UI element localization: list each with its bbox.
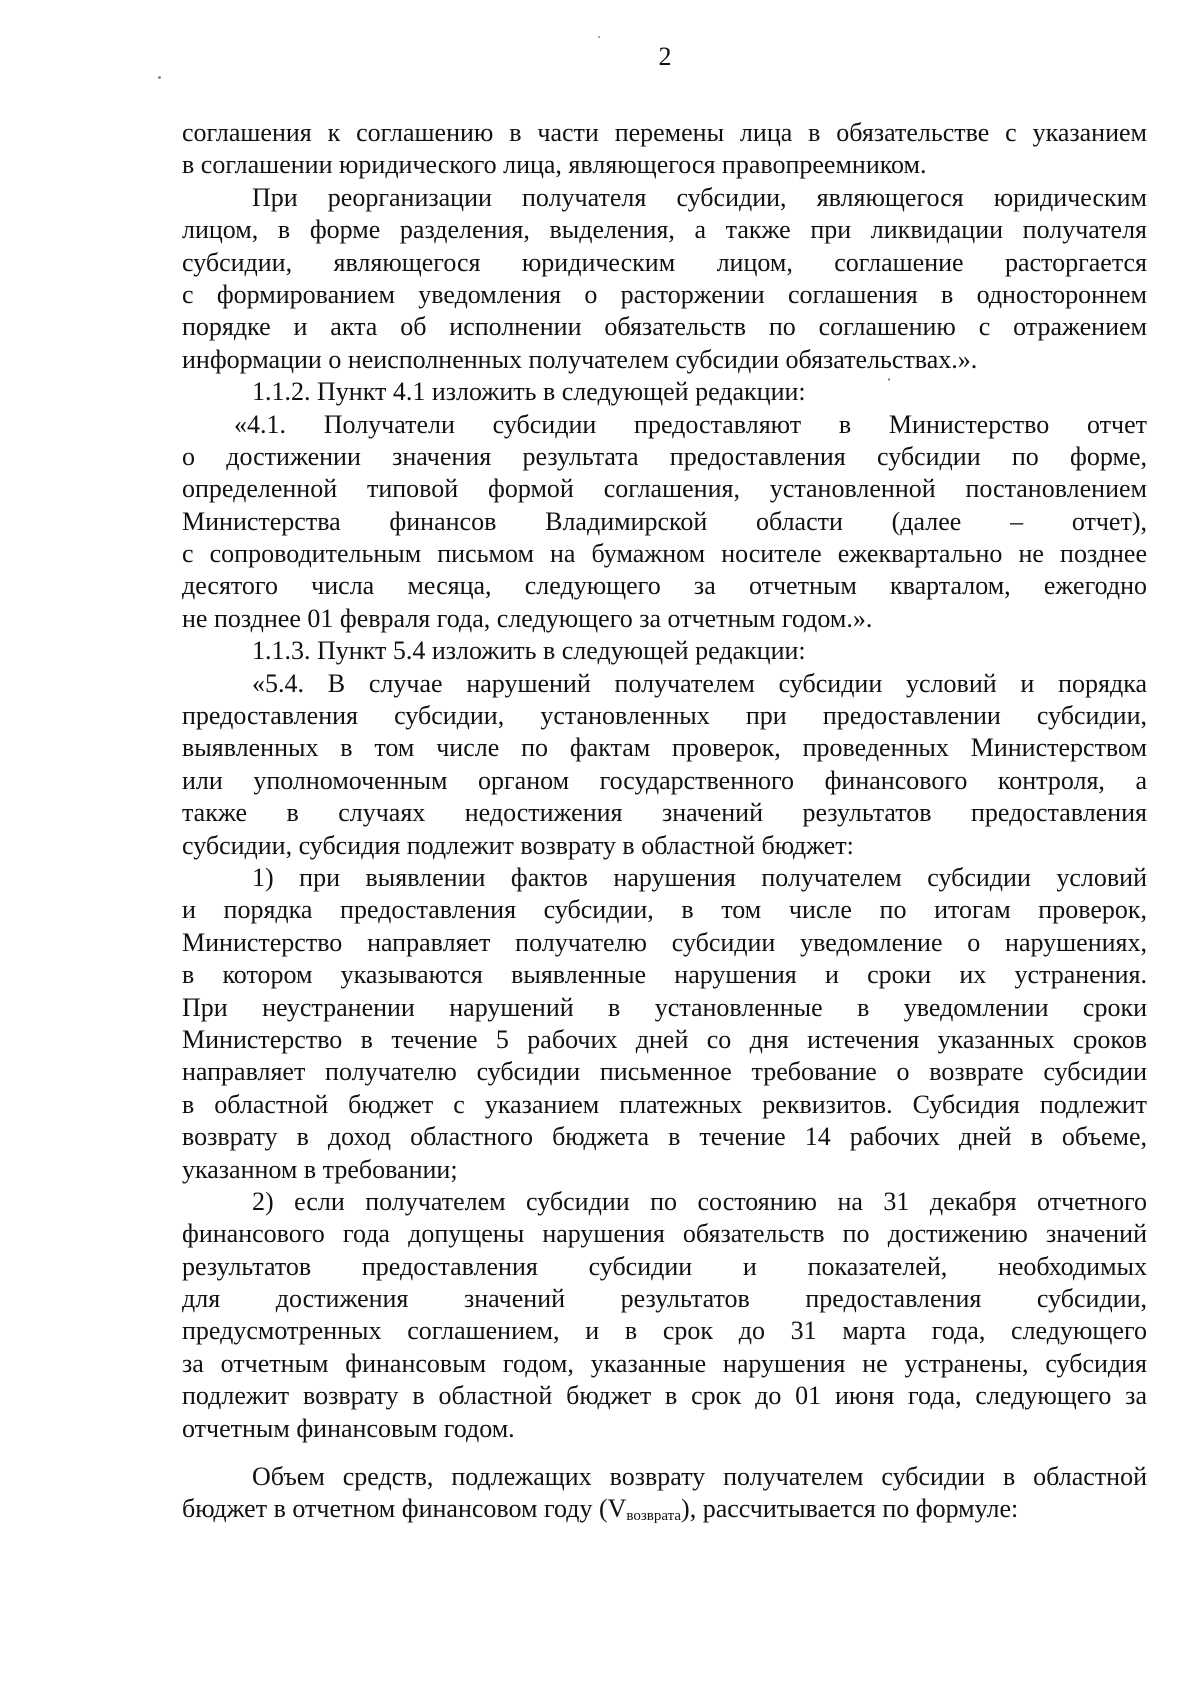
text-line: финансового года допущены нарушения обязательств по достижению значений: [182, 1219, 1147, 1249]
text-line: с сопроводительным письмом на бумажном носителе ежеквартально не позднее: [182, 539, 1147, 569]
scan-speck: [598, 36, 600, 38]
text-line: Объем средств, подлежащих возврату получателем субсидии в областной: [252, 1462, 1147, 1492]
text-line: При неустранении нарушений в установленные в уведомлении сроки: [182, 992, 1147, 1022]
text-line: субсидии, субсидия подлежит возврату в областной бюджет:: [182, 830, 854, 860]
text-line: предусмотренных соглашением, и в срок до 31 марта года, следующего: [182, 1316, 1147, 1346]
text-line: или уполномоченным органом государственного финансового контроля, а: [182, 765, 1147, 795]
formula-intro-text-end: ), рассчитывается по формуле:: [681, 1494, 1019, 1524]
text-line: Министерство в течение 5 рабочих дней со дня истечения указанных сроков: [182, 1024, 1147, 1054]
text-line: «5.4. В случае нарушений получателем субсидии условий и порядка: [252, 668, 1147, 698]
text-line: о достижении значения результата предоставления субсидии по форме,: [182, 441, 1147, 471]
text-line: определенной типовой формой соглашения, установленной постановлением: [182, 474, 1147, 504]
text-line: Министерство направляет получателю субсидии уведомление о нарушениях,: [182, 927, 1147, 957]
text-line: лицом, в форме разделения, выделения, а также при ликвидации получателя: [182, 215, 1147, 245]
text-line: выявленных в том числе по фактам проверок, проведенных Министерством: [182, 733, 1147, 763]
text-line: предоставления субсидии, установленных при предоставлении субсидии,: [182, 701, 1147, 731]
text-line: 1.1.3. Пункт 5.4 изложить в следующей редакции:: [252, 636, 806, 666]
text-line: Министерства финансов Владимирской области (далее – отчет),: [182, 506, 1147, 536]
document-body: [182, 117, 1147, 1526]
text-line: направляет получателю субсидии письменное требование о возврате субсидии: [182, 1057, 1147, 1087]
text-line: не позднее 01 февраля года, следующего за отчетным годом.».: [182, 603, 873, 633]
v-subscript: возврата: [626, 1508, 682, 1525]
formula-intro-line: [182, 1493, 1147, 1525]
scan-speck: [888, 378, 890, 381]
text-line: При реорганизации получателя субсидии, являющегося юридическим: [252, 182, 1147, 212]
text-line: и порядка предоставления субсидии, в том числе по итогам проверок,: [182, 895, 1147, 925]
text-line: информации о неисполненных получателем субсидии обязательствах.».: [182, 344, 978, 374]
paragraph-gap: [182, 1445, 1147, 1461]
text-line: 2) если получателем субсидии по состоянию на 31 декабря отчетного: [252, 1186, 1147, 1216]
text-line: соглашения к соглашению в части перемены лица в обязательстве с указанием: [182, 118, 1147, 147]
page-number: 2: [658, 42, 672, 71]
text-line: указанном в требовании;: [182, 1154, 458, 1184]
text-line: в областной бюджет с указанием платежных реквизитов. Субсидия подлежит: [182, 1089, 1147, 1119]
text-line: подлежит возврату в областной бюджет в срок до 01 июня года, следующего за: [182, 1381, 1147, 1411]
text-line: возврату в доход областного бюджета в течение 14 рабочих дней в объеме,: [182, 1122, 1147, 1152]
text-line: 1.1.2. Пункт 4.1 изложить в следующей редакции:: [252, 377, 806, 407]
text-line: в соглашении юридического лица, являющегося правопреемником.: [182, 150, 927, 180]
text-line: за отчетным финансовым годом, указанные нарушения не устранены, субсидия: [182, 1348, 1147, 1378]
text-line: «4.1. Получатели субсидии предоставляют в Министерство отчет: [234, 409, 1147, 439]
text-line: в котором указываются выявленные нарушения и сроки их устранения.: [182, 960, 1147, 990]
text-line: для достижения значений результатов предоставления субсидии,: [182, 1284, 1147, 1314]
text-line: также в случаях недостижения значений результатов предоставления: [182, 798, 1147, 828]
formula-intro-text: бюджет в отчетном финансовом году (V: [182, 1494, 627, 1524]
text-line: отчетным финансовым годом.: [182, 1413, 515, 1443]
text-line: с формированием уведомления о расторжении соглашения в одностороннем: [182, 279, 1147, 309]
text-line: десятого числа месяца, следующего за отчетным кварталом, ежегодно: [182, 571, 1147, 601]
text-line: порядке и акта об исполнении обязательств по соглашению с отражением: [182, 312, 1147, 342]
scan-speck: [158, 76, 161, 79]
text-line: результатов предоставления субсидии и показателей, необходимых: [182, 1251, 1147, 1281]
text-line: 1) при выявлении фактов нарушения получателем субсидии условий: [252, 862, 1147, 892]
text-line: субсидии, являющегося юридическим лицом, соглашение расторгается: [182, 247, 1147, 277]
